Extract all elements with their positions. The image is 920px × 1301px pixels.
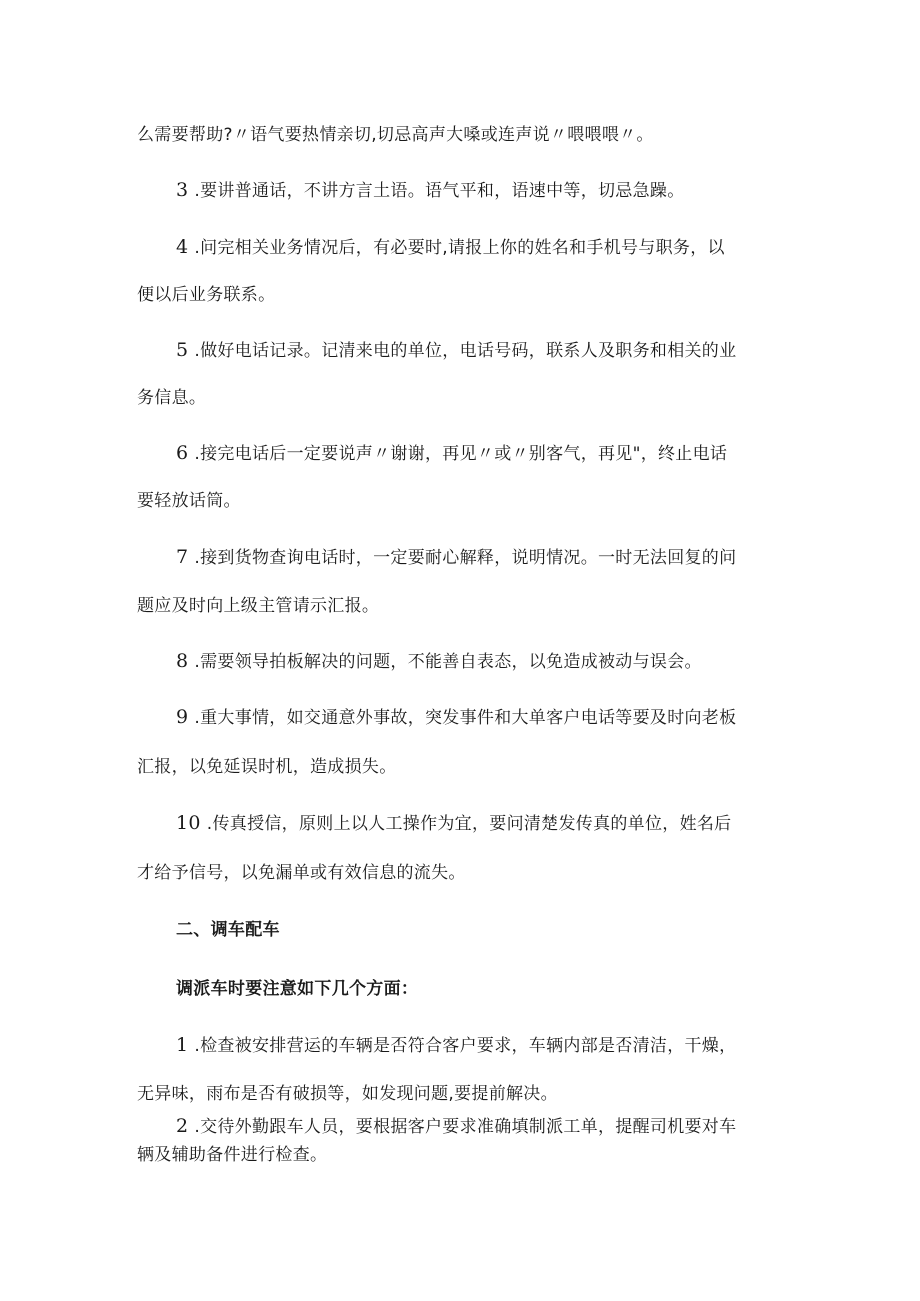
item-number: 8 bbox=[176, 650, 189, 672]
line-text: 题应及时向上级主管请示汇报。 bbox=[137, 596, 380, 616]
item-number: 2 bbox=[176, 1115, 189, 1137]
line-text: .接完电话后一定要说声〃谢谢，再见〃或〃别客气，再见"，终止电话 bbox=[194, 444, 728, 464]
paragraph-continuation bbox=[137, 386, 206, 410]
numbered-item-7 bbox=[176, 545, 736, 570]
section-heading bbox=[176, 918, 280, 942]
numbered-item-1 bbox=[176, 1033, 736, 1058]
numbered-item-5 bbox=[176, 338, 736, 363]
line-text: 要轻放话筒。 bbox=[137, 491, 241, 511]
item-number: 10 bbox=[176, 812, 201, 834]
numbered-item-2 bbox=[176, 1114, 736, 1139]
line-text: .交待外勤跟车人员，要根据客户要求准确填制派工单，提醒司机要对车 bbox=[194, 1117, 737, 1137]
line-text: 么需要帮助?〃语气要热情亲切,切忌高声大嗓或连声说〃喂喂喂〃。 bbox=[137, 125, 654, 145]
paragraph-continuation bbox=[137, 861, 466, 885]
line-text: .传真授信，原则上以人工操作为宜，要问清楚发传真的单位，姓名后 bbox=[206, 814, 732, 834]
line-text: 务信息。 bbox=[137, 388, 207, 408]
item-number: 5 bbox=[176, 339, 189, 361]
line-text: .重大事情，如交通意外事故，突发事件和大单客户电话等要及时向老板 bbox=[194, 708, 737, 728]
line-text: .接到货物查询电话时，一定要耐心解释，说明情况。一时无法回复的问 bbox=[194, 548, 737, 568]
numbered-item-8 bbox=[176, 649, 702, 674]
paragraph-continuation bbox=[137, 1082, 558, 1106]
paragraph-continuation bbox=[137, 1143, 327, 1167]
paragraph-continuation bbox=[137, 594, 379, 618]
line-text: 辆及辅助备件进行检查。 bbox=[137, 1145, 328, 1165]
numbered-item-10 bbox=[176, 811, 731, 836]
item-number: 7 bbox=[176, 546, 189, 568]
numbered-item-3 bbox=[176, 178, 685, 203]
line-text: .做好电话记录。记清来电的单位，电话号码，联系人及职务和相关的业 bbox=[194, 341, 737, 361]
line-text: 才给予信号，以免漏单或有效信息的流失。 bbox=[137, 863, 466, 883]
item-number: 4 bbox=[176, 236, 189, 258]
paragraph-continuation bbox=[137, 283, 275, 307]
heading-text: 二、调车配车 bbox=[176, 920, 280, 940]
line-text: .要讲普通话，不讲方言土语。语气平和，语速中等，切忌急躁。 bbox=[194, 181, 685, 201]
line-text: 无异味，雨布是否有破损等，如发现问题,要提前解决。 bbox=[137, 1084, 558, 1104]
section-intro bbox=[176, 977, 418, 1001]
line-text: .需要领导拍板解决的问题，不能善自表态，以免造成被动与误会。 bbox=[194, 652, 702, 672]
line-text: 汇报，以免延误时机，造成损失。 bbox=[137, 757, 397, 777]
line-text: .问完相关业务情况后，有必要时,请报上你的姓名和手机号与职务，以 bbox=[194, 238, 725, 258]
item-number: 9 bbox=[176, 706, 189, 728]
numbered-item-9 bbox=[176, 705, 736, 730]
paragraph-continuation bbox=[137, 755, 397, 779]
line-text: 便以后业务联系。 bbox=[137, 285, 276, 305]
line-text: .检查被安排营运的车辆是否符合客户要求，车辆内部是否清洁，干燥， bbox=[194, 1036, 737, 1056]
numbered-item-4 bbox=[176, 235, 725, 260]
intro-text: 调派车时要注意如下几个方面： bbox=[176, 979, 419, 999]
paragraph-continuation bbox=[137, 489, 241, 513]
item-number: 6 bbox=[176, 442, 189, 464]
item-number: 1 bbox=[176, 1034, 189, 1056]
numbered-item-6 bbox=[176, 441, 727, 466]
paragraph-continuation bbox=[137, 123, 654, 147]
item-number: 3 bbox=[176, 179, 189, 201]
